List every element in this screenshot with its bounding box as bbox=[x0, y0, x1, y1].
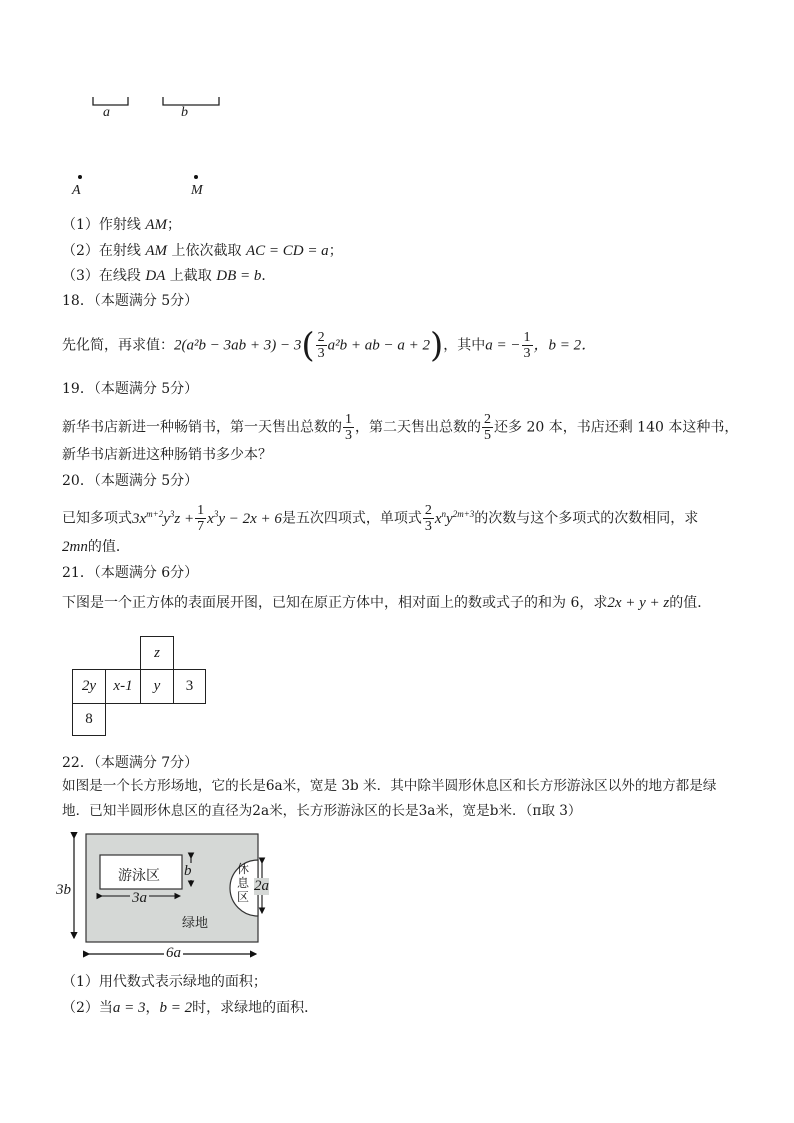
q20-line-2: 2mn的值． bbox=[62, 539, 130, 555]
net-cell-2y: 2y bbox=[72, 669, 106, 704]
rest-area-label: 休 息 区 bbox=[236, 862, 249, 904]
point-a-label: A bbox=[72, 183, 81, 198]
point-a-dot bbox=[78, 175, 82, 179]
q17-step-1: （1）作射线 AM； bbox=[62, 217, 182, 233]
dim-6a-label: 6a bbox=[166, 945, 181, 961]
net-cell-x-1: x-1 bbox=[105, 669, 141, 704]
net-cell-3: 3 bbox=[173, 669, 206, 704]
q21-text: 下图是一个正方体的表面展开图，已知在原正方体中，相对面上的数或式子的和为 6，求2x + y + z的值． bbox=[62, 595, 712, 611]
dim-b-label: b bbox=[184, 863, 192, 879]
dim-3a-label: 3a bbox=[132, 890, 147, 906]
q22-part-1: （1）用代数式表示绿地的面积； bbox=[62, 974, 267, 990]
segment-a bbox=[93, 97, 128, 105]
dim-3b-label: 3b bbox=[56, 882, 71, 898]
q19-line-2: 新华书店新进这种肠销书多少本？ bbox=[62, 447, 272, 463]
segment-a-label: a bbox=[103, 105, 110, 120]
q21-header: 21．（本题满分 6分） bbox=[62, 565, 199, 581]
q22-line-2: 地．已知半圆形休息区的直径为2a米，长方形游泳区的长是3a米，宽是b米．（π取 3） bbox=[62, 803, 582, 819]
q19-header: 19．（本题满分 5分） bbox=[62, 381, 199, 397]
field-figure bbox=[60, 830, 290, 962]
q20-header: 20．（本题满分 5分） bbox=[62, 473, 199, 489]
q22-part-2: （2）当a = 3，b = 2时，求绿地的面积． bbox=[62, 1000, 319, 1016]
q18-header: 18．（本题满分 5分） bbox=[62, 293, 199, 309]
q20-line-1: 已知多项式$3x^{m+2}y^3z$ + $\frac{1}{7}$ $x^3y - 2x + 6$是五次四项式，单项式 $\frac{2}{3}$ $x^ny^{2m+3}$的次数与这个多项式的次数相同，求 bbox=[62, 503, 699, 534]
segment-b-label: b bbox=[181, 105, 188, 120]
dim-2a-label: 2a bbox=[254, 878, 269, 894]
q22-line-1: 如图是一个长方形场地，它的长是6a米，宽是 3b 米．其中除半圆形休息区和长方形游泳区以外的地方都是绿 bbox=[62, 778, 717, 794]
net-cell-8: 8 bbox=[72, 703, 106, 736]
net-cell-y: y bbox=[140, 669, 174, 704]
green-label: 绿地 bbox=[182, 916, 209, 931]
q17-step-2: （2）在射线 AM 上依次截取 AC = CD = a； bbox=[62, 243, 343, 259]
net-cell-z: z bbox=[140, 636, 174, 670]
q22-header: 22．（本题满分 7分） bbox=[62, 755, 199, 771]
q18-body: 先化简，再求值：2(a²b − 3ab + 3) − 3( $\frac{2}{3}$ a²b + ab − a + 2)，其中a = − $\frac{1}{3}$ ，b = 2． bbox=[62, 325, 597, 366]
point-m-label: M bbox=[191, 183, 203, 198]
pool-label: 游泳区 bbox=[118, 868, 160, 884]
q17-step-3: （3）在线段 DA 上截取 DB = b． bbox=[62, 268, 276, 284]
q19-line-1: 新华书店新进一种畅销书，第一天售出总数的 $\frac{1}{3}$ ，第二天售出总数的 $\frac{2}{5}$ 还多 20 本，书店还剩 140 本这种书， bbox=[62, 412, 739, 443]
point-m-dot bbox=[194, 175, 198, 179]
segment-b bbox=[163, 97, 219, 105]
